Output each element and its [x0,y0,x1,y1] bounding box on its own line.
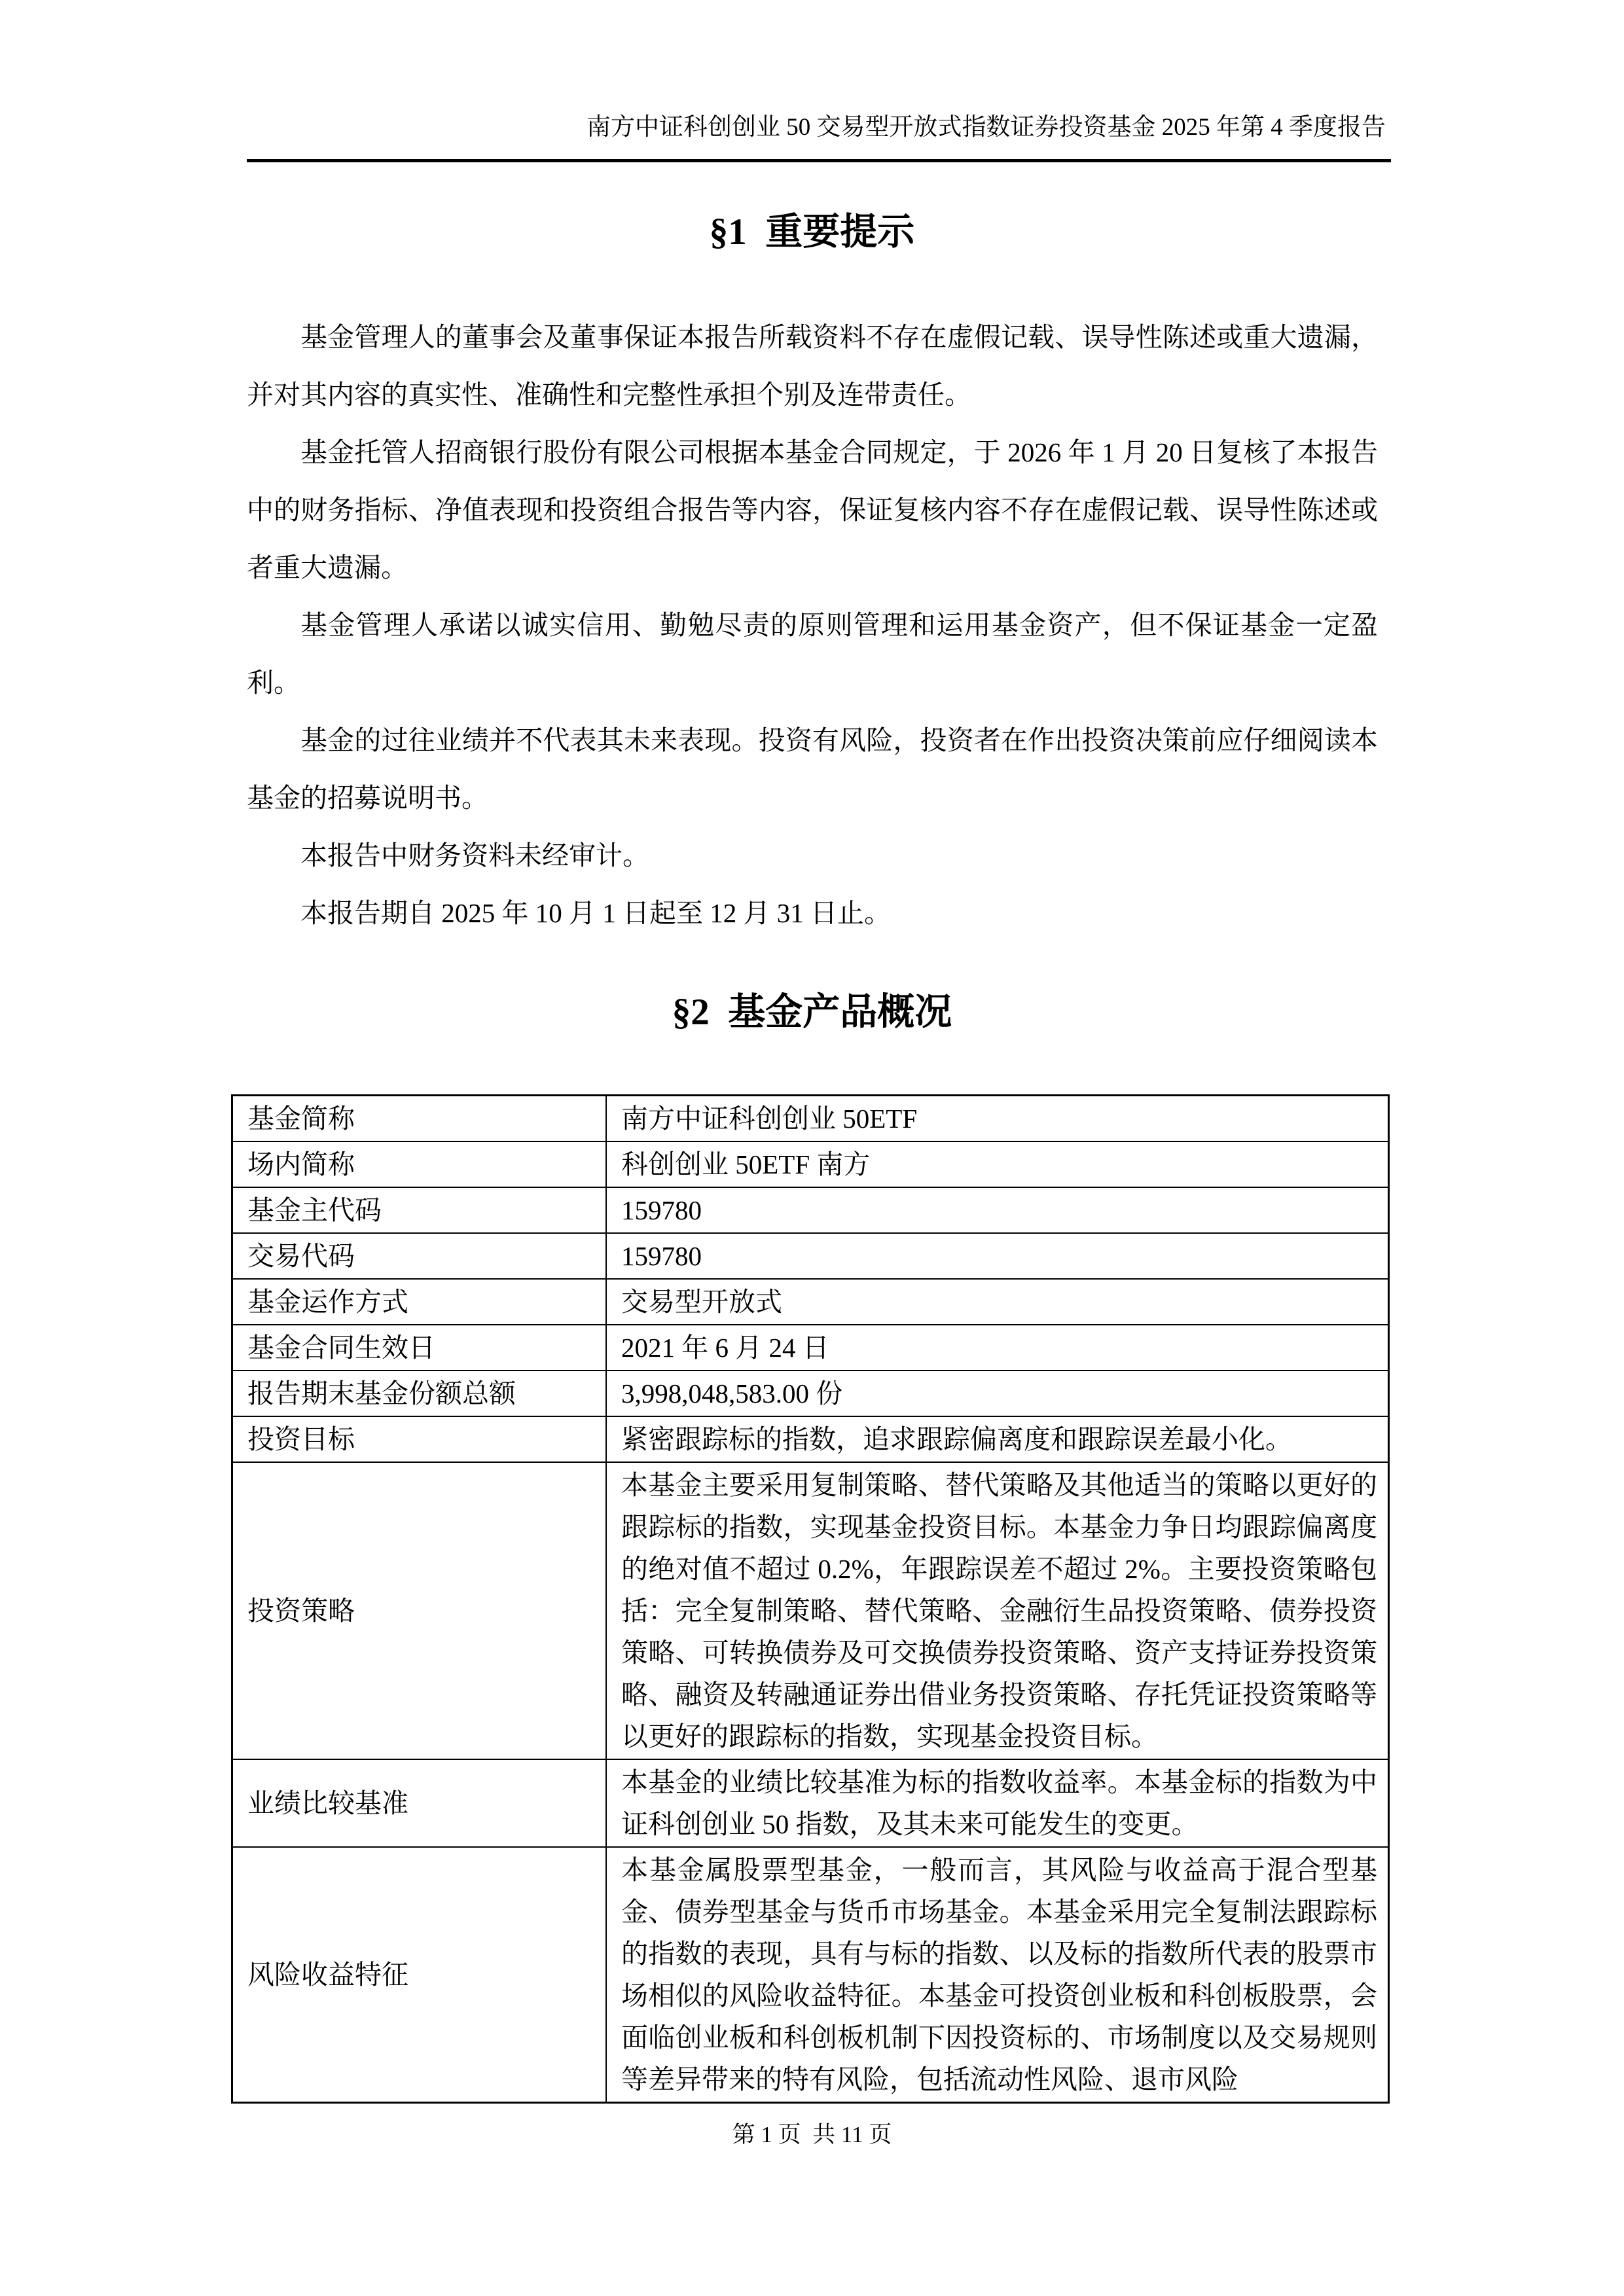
row-label: 基金简称 [232,1096,607,1142]
row-value: 交易型开放式 [606,1279,1389,1325]
table-row-risk-return-profile [232,1847,1389,2103]
table-row-investment-objective [232,1416,1389,1462]
section-1-body [247,308,1378,942]
row-label: 场内简称 [232,1141,607,1187]
running-header-title: 南方中证科创创业 50 交易型开放式指数证券投资基金 2025 年第 4 季度报告 [586,114,1386,141]
fund-overview-table-body [232,1096,1389,2103]
row-value: 紧密跟踪标的指数，追求跟踪偏离度和跟踪误差最小化。 [606,1416,1389,1462]
row-value: 159780 [606,1187,1389,1233]
table-row-exchange-short-name [232,1141,1389,1187]
table-row-fund-main-code [232,1187,1389,1233]
paragraph-manager-promise: 基金管理人承诺以诚实信用、勤勉尽责的原则管理和运用基金资产，但不保证基金一定盈利。 [247,610,1378,698]
row-value: 本基金属股票型基金，一般而言，其风险与收益高于混合型基金、债券型基金与货币市场基金。本基金采用完全复制法跟踪标的指数的表现，具有与标的指数、以及标的指数所代表的股票市场相似的风险收益特征。本基金可投资创业板和科创板股票，会面临创业板和科创板机制下因投资标的、市场制度以及交易规则等差异带来的特有风险，包括流动性风险、退市风险 [606,1847,1389,2103]
section-2-title: §2 基金产品概况 [672,992,952,1033]
row-value: 本基金的业绩比较基准为标的指数收益率。本基金标的指数为中证科创创业 50 指数，及其未来可能发生的变更。 [606,1759,1389,1847]
row-label: 投资策略 [232,1462,607,1759]
table-row-total-shares [232,1371,1389,1416]
row-label: 基金合同生效日 [232,1325,607,1371]
page-number: 第 1 页 共 11 页 [732,2122,892,2147]
row-label: 基金运作方式 [232,1279,607,1325]
paragraph-disclaimer-board: 基金管理人的董事会及董事保证本报告所载资料不存在虚假记载、误导性陈述或重大遗漏，并对其内容的真实性、准确性和完整性承担个别及连带责任。 [247,322,1378,410]
paragraph-past-performance: 基金的过往业绩并不代表其未来表现。投资有风险，投资者在作出投资决策前应仔细阅读本基金的招募说明书。 [247,725,1378,813]
row-value: 本基金主要采用复制策略、替代策略及其他适当的策略以更好的跟踪标的指数，实现基金投资目标。本基金力争日均跟踪偏离度的绝对值不超过 0.2%，年跟踪误差不超过 2%。主要投资策略包括：完全复制策略、替代策略、金融衍生品投资策略、债券投资策略、可转换债券及可交换债券投资策略、资产支持证券投资策略、融资及转融通证券出借业务投资策略、存托凭证投资策略等以更好的跟踪标的指数，实现基金投资目标。 [606,1462,1389,1759]
row-value: 3,998,048,583.00 份 [606,1371,1389,1416]
table-row-performance-benchmark [232,1759,1389,1847]
paragraph-report-period: 本报告期自 2025 年 10 月 1 日起至 12 月 31 日止。 [300,898,891,928]
section-1-title: §1 重要提示 [709,211,915,253]
row-label: 报告期末基金份额总额 [232,1371,607,1416]
paragraph-custodian-review: 基金托管人招商银行股份有限公司根据本基金合同规定，于 2026 年 1 月 20 日复核了本报告中的财务指标、净值表现和投资组合报告等内容，保证复核内容不存在虚假记载、误导性陈述或者重大遗漏。 [247,437,1378,583]
table-row-contract-effective-date [232,1325,1389,1371]
table-row-investment-strategy [232,1462,1389,1759]
header-rule [247,159,1391,162]
row-label: 基金主代码 [232,1187,607,1233]
table-row-fund-short-name [232,1096,1389,1142]
row-label: 业绩比较基准 [232,1759,607,1847]
table-row-trading-code [232,1233,1389,1279]
row-value: 2021 年 6 月 24 日 [606,1325,1389,1371]
table-row-operation-mode [232,1279,1389,1325]
row-label: 投资目标 [232,1416,607,1462]
paragraph-unaudited: 本报告中财务资料未经审计。 [300,840,649,870]
fund-overview-table [231,1094,1390,2104]
row-label: 交易代码 [232,1233,607,1279]
row-value: 159780 [606,1233,1389,1279]
row-value: 科创创业 50ETF 南方 [606,1141,1389,1187]
row-label: 风险收益特征 [232,1847,607,2103]
row-value: 南方中证科创创业 50ETF [606,1096,1389,1142]
